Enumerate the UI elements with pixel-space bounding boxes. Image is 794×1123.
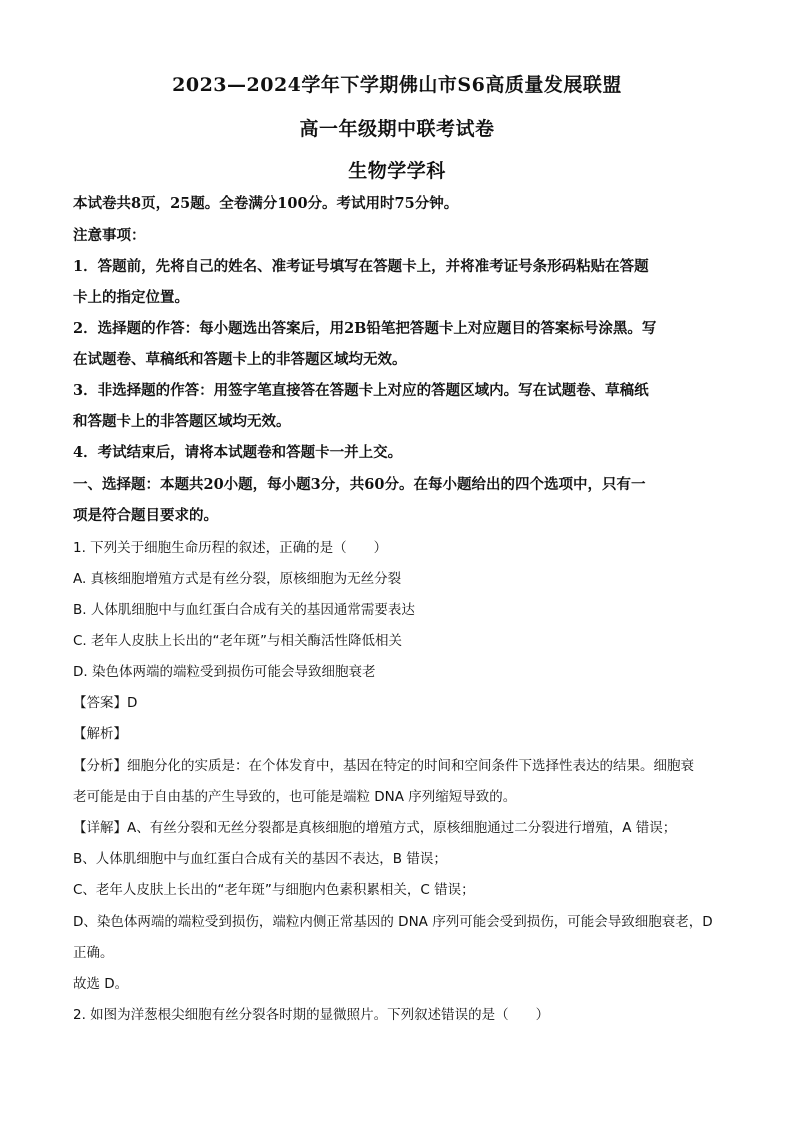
exam-subject-title: 生物学学科 [348, 160, 446, 182]
question-1-conclusion: 故选 D。 [73, 976, 129, 992]
question-1-option-c: C. 老年人皮肤上长出的“老年斑”与相关酶活性降低相关 [73, 633, 402, 649]
question-1-option-d: D. 染色体两端的端粒受到损伤可能会导致细胞衰老 [73, 664, 376, 680]
question-1-detail-line-2: B、人体肌细胞中与血红蛋白合成有关的基因不表达，B 错误； [73, 851, 447, 867]
section-1-heading-line-2: 项是符合题目要求的。 [73, 507, 218, 524]
exam-title-line2: 高一年级期中联考试卷 [299, 118, 495, 140]
notice-1-line-1: 1．答题前，先将自己的姓名、准考证号填写在答题卡上，并将准考证号条形码粘贴在答题 [73, 258, 649, 275]
question-1-analysis-line-1: 【分析】细胞分化的实质是：在个体发育中，基因在特定的时间和空间条件下选择性表达的结果。细胞衰 [73, 758, 694, 774]
notice-3-line-1: 3．非选择题的作答：用签字笔直接答在答题卡上对应的答题区域内。写在试题卷、草稿纸 [73, 382, 649, 399]
exam-summary: 本试卷共8页，25题。全卷满分100分。考试用时75分钟。 [73, 195, 459, 212]
question-1-option-b: B. 人体肌细胞中与血红蛋白合成有关的基因通常需要表达 [73, 602, 415, 618]
question-1-detail-line-3: C、老年人皮肤上长出的“老年斑”与细胞内色素积累相关，C 错误； [73, 882, 475, 898]
question-1-detail-line-4: D、染色体两端的端粒受到损伤，端粒内侧正常基因的 DNA 序列可能会受到损伤，可能会导致细胞衰老，D [73, 914, 713, 930]
notice-1-line-2: 卡上的指定位置。 [73, 289, 189, 306]
notice-4: 4．考试结束后，请将本试题卷和答题卡一并上交。 [73, 444, 403, 461]
question-1-stem: 1. 下列关于细胞生命历程的叙述，正确的是（ ） [73, 540, 388, 556]
notice-heading: 注意事项： [73, 227, 146, 244]
notice-2-line-1: 2．选择题的作答：每小题选出答案后，用2B铅笔把答题卡上对应题目的答案标号涂黑。写 [73, 320, 657, 337]
question-1-detail-line-5: 正确。 [73, 945, 114, 961]
question-2-stem: 2. 如图为洋葱根尖细胞有丝分裂各时期的显微照片。下列叙述错误的是（ ） [73, 1007, 550, 1023]
question-1-option-a: A. 真核细胞增殖方式是有丝分裂，原核细胞为无丝分裂 [73, 571, 402, 587]
exam-title-line1: 2023—2024学年下学期佛山市S6高质量发展联盟 [172, 74, 622, 96]
question-1-analysis-heading: 【解析】 [73, 726, 127, 742]
question-1-detail-line-1: 【详解】A、有丝分裂和无丝分裂都是真核细胞的增殖方式，原核细胞通过二分裂进行增殖，A 错误； [73, 820, 677, 836]
notice-2-line-2: 在试题卷、草稿纸和答题卡上的非答题区域均无效。 [73, 351, 407, 368]
question-1-analysis-line-2: 老可能是由于自由基的产生导致的，也可能是端粒 DNA 序列缩短导致的。 [73, 789, 517, 805]
notice-3-line-2: 和答题卡上的非答题区域均无效。 [73, 413, 291, 430]
question-1-answer: 【答案】D [73, 695, 138, 711]
section-1-heading-line-1: 一、选择题：本题共20小题，每小题3分，共60分。在每小题给出的四个选项中，只有一 [73, 476, 646, 493]
